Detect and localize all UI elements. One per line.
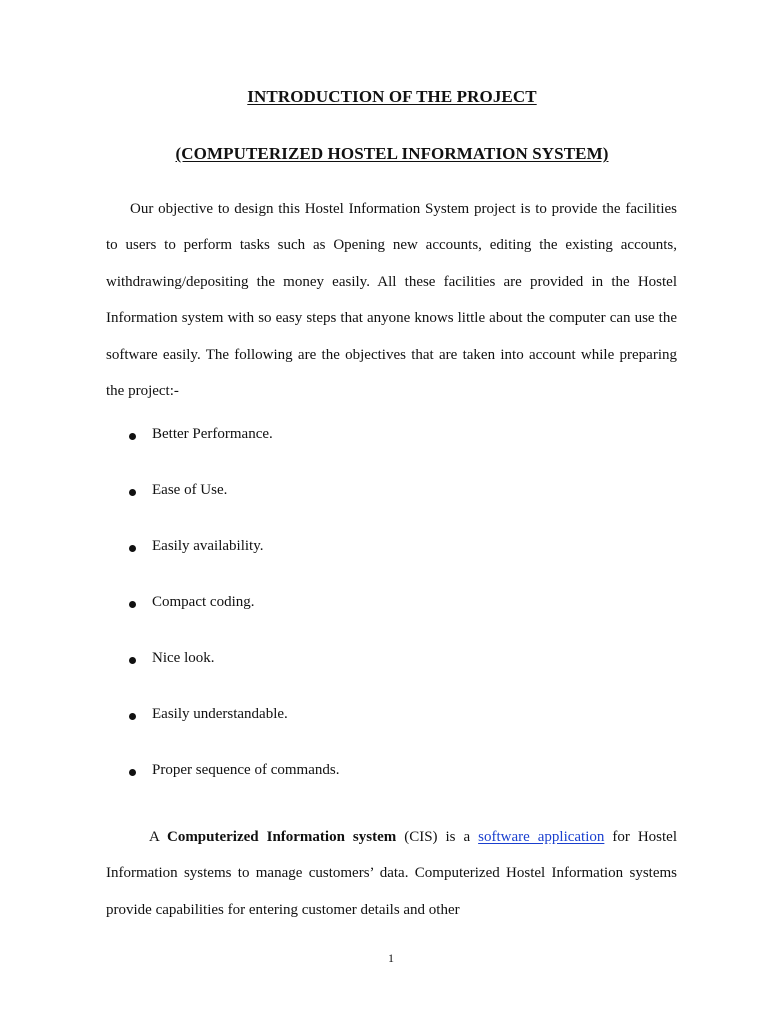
list-item-text: Proper sequence of commands. <box>152 762 340 778</box>
list-item <box>0 648 768 704</box>
page-number: 1 <box>388 951 394 965</box>
bullet-icon <box>129 489 136 496</box>
bullet-icon <box>129 601 136 608</box>
list-item <box>0 592 768 648</box>
bullet-icon <box>129 769 136 776</box>
list-item <box>0 424 768 480</box>
list-item-text: Ease of Use. <box>152 482 228 498</box>
cis-paragraph <box>106 819 677 929</box>
objectives-list <box>0 424 768 816</box>
bullet-icon <box>129 657 136 664</box>
bullet-icon <box>129 433 136 440</box>
list-item <box>0 536 768 592</box>
list-item <box>0 480 768 536</box>
list-item-text: Easily understandable. <box>152 706 288 722</box>
intro-paragraph: Our objective to design this Hostel Information System project is to provide the facilities to users to perform tasks such as Opening new accounts, editing the existing accounts, withdrawing/depositing the money easily. All these facilities are provided in the Hostel Information system with so easy steps that anyone knows little about the computer can use the software easily. The following are the objectives that are taken into account while preparing the project:- <box>106 201 677 400</box>
list-item-text: Better Performance. <box>152 426 273 442</box>
cis-after-term-text: (CIS) is a <box>396 829 479 845</box>
list-item-text: Easily availability. <box>152 538 264 554</box>
bullet-icon <box>129 713 136 720</box>
bullet-icon <box>129 545 136 552</box>
list-item <box>0 760 768 816</box>
cis-lead-text: A <box>149 829 167 845</box>
cis-term: Computerized Information system <box>166 829 397 845</box>
cis-rest-text: for Hostel Information systems to manage customers’ data. Computerized Hostel Information systems provide capabilities for entering customer details and other <box>106 829 677 918</box>
document-title: INTRODUCTION OF THE PROJECT <box>247 87 537 106</box>
software-application-link[interactable]: software application <box>478 829 605 845</box>
list-item-text: Compact coding. <box>152 594 255 610</box>
list-item <box>0 704 768 760</box>
document-subtitle: (COMPUTERIZED HOSTEL INFORMATION SYSTEM) <box>175 144 609 163</box>
list-item-text: Nice look. <box>152 650 215 666</box>
